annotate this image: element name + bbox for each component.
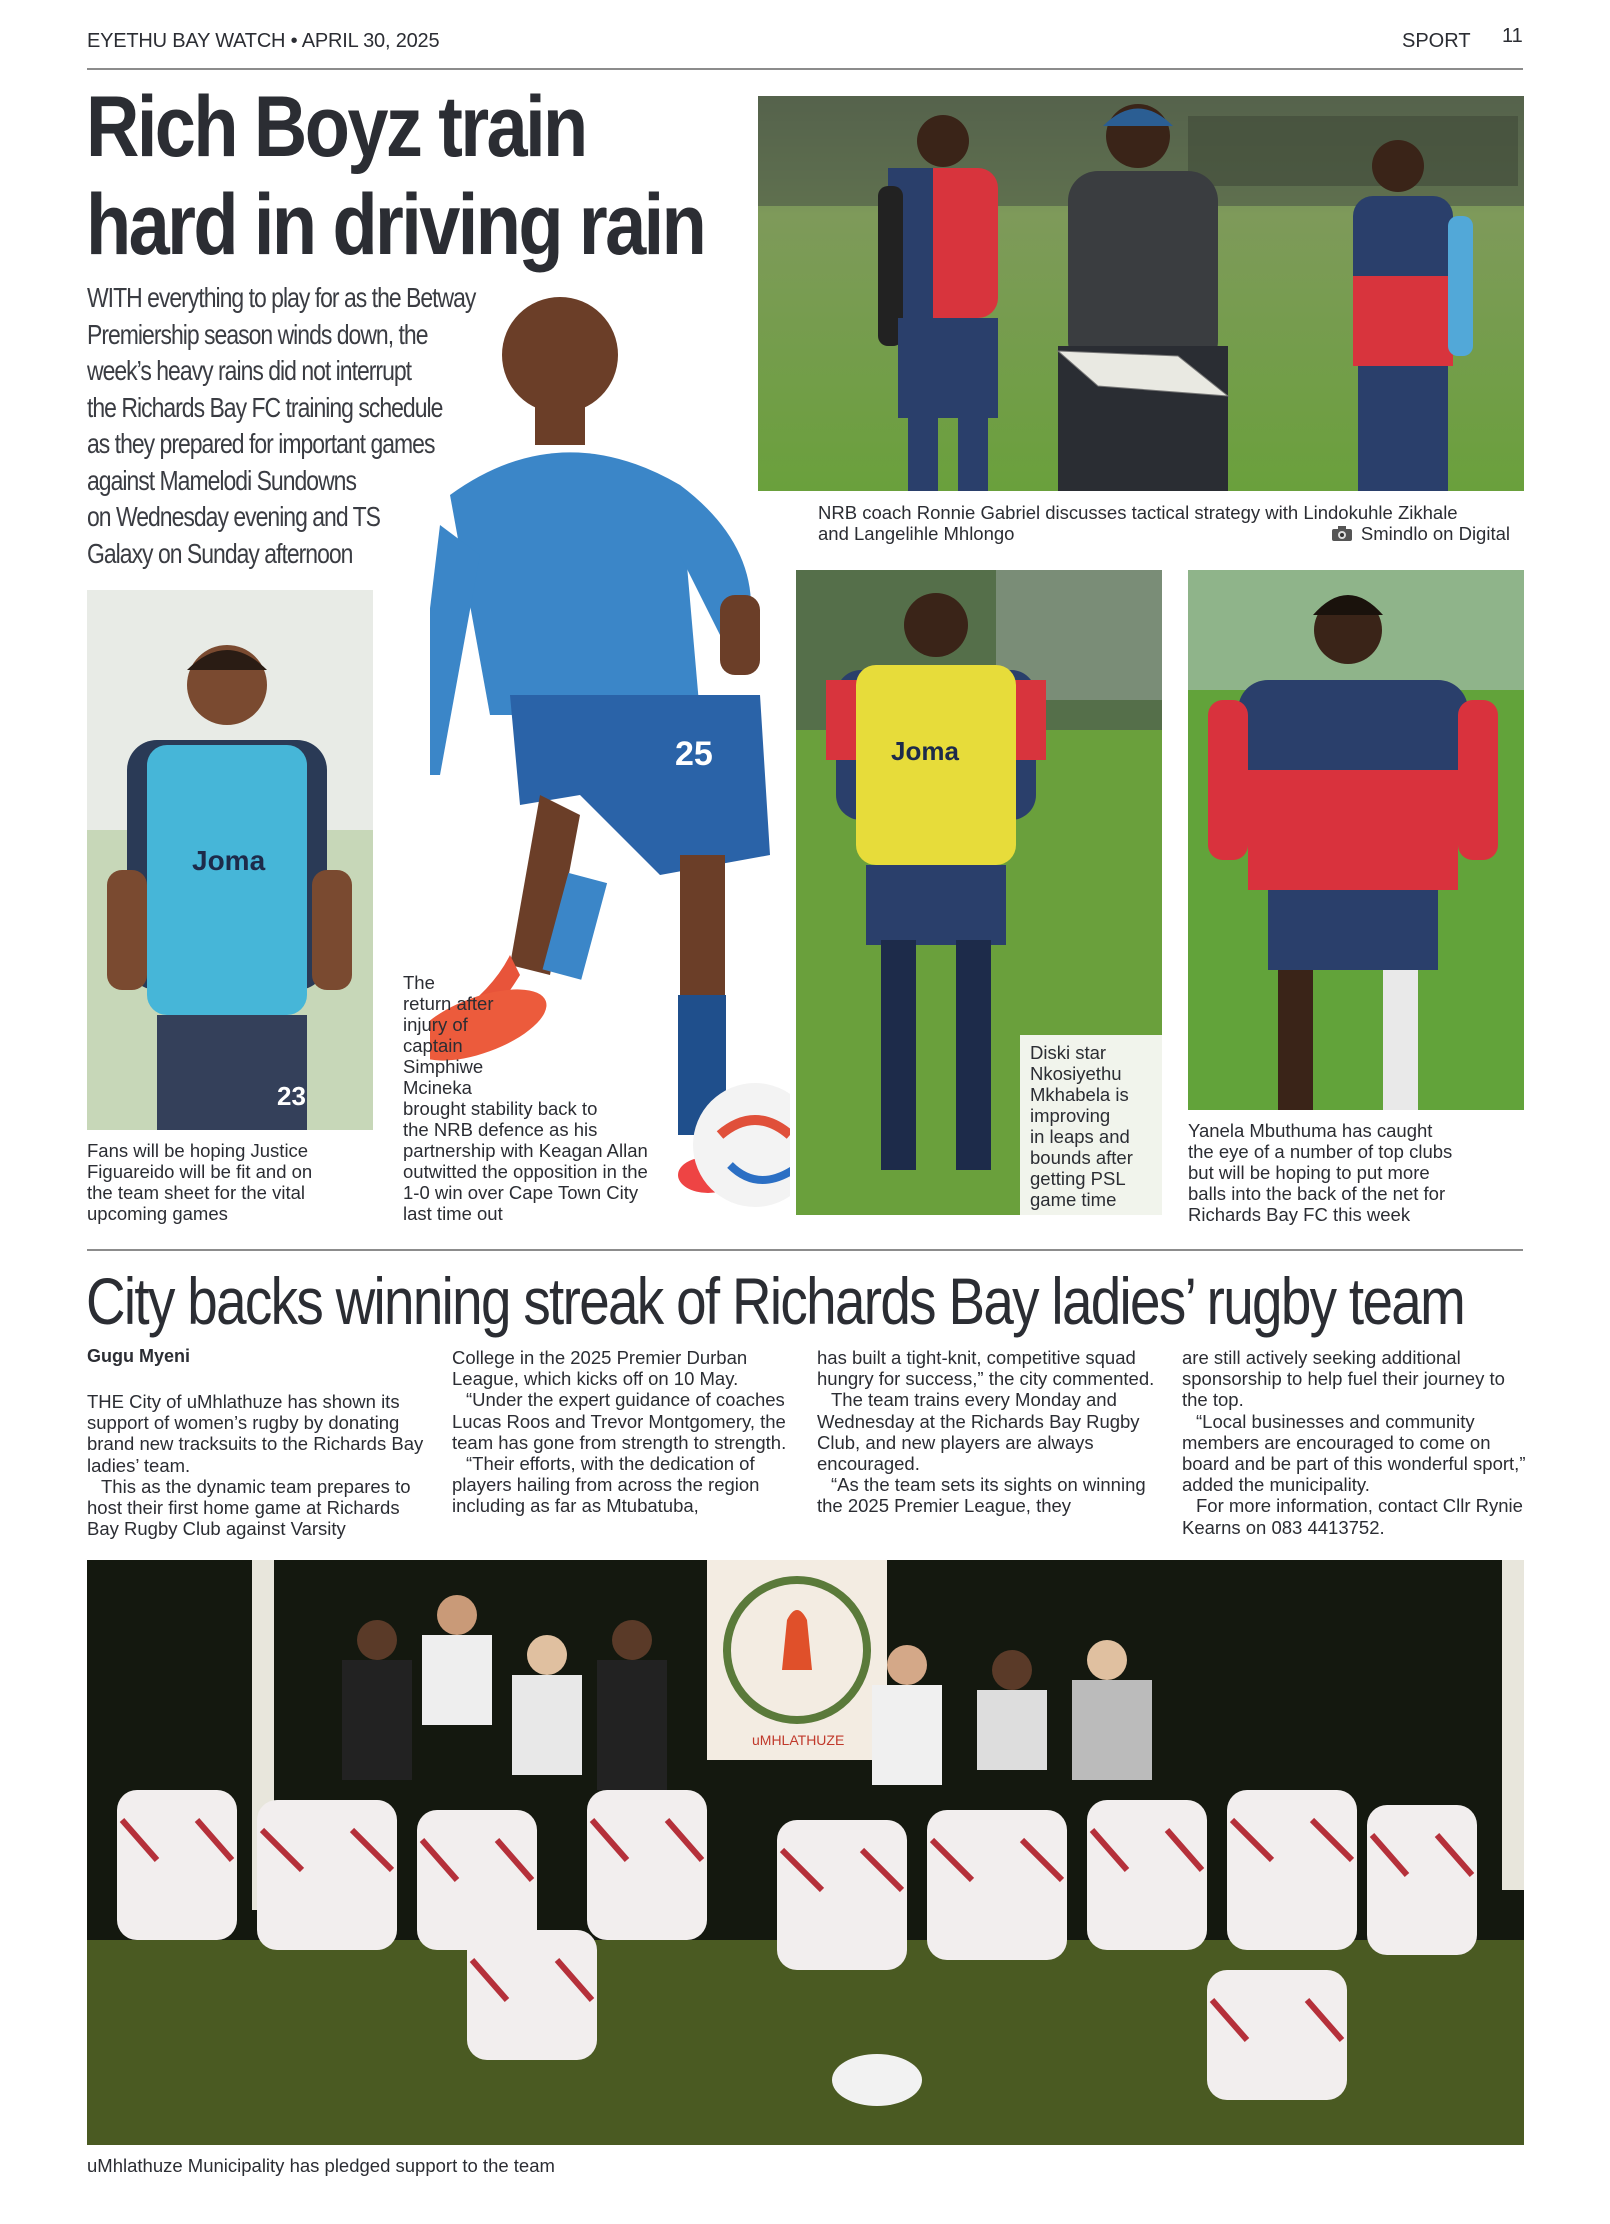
caption-figuareido: [87, 1140, 387, 1224]
paragraph: This as the dynamic team prepares to host their first home game at Richards Bay Rugby Club against Varsity: [87, 1475, 411, 1540]
caption-line: bounds after: [1030, 1147, 1133, 1168]
caption-line: Yanela Mbuthuma has caught: [1188, 1120, 1433, 1141]
svg-text:23: 23: [277, 1081, 306, 1111]
caption-line: 1-0 win over Cape Town City: [403, 1182, 639, 1203]
caption-line: Diski star: [1030, 1042, 1107, 1063]
standfirst-line: as they prepared for important games: [87, 428, 435, 459]
caption-line: partnership with Keagan Allan: [403, 1140, 648, 1161]
svg-text:Joma: Joma: [891, 736, 959, 766]
caption-line: upcoming games: [87, 1203, 228, 1224]
caption-line: Fans will be hoping Justice: [87, 1140, 309, 1161]
caption-coach: [818, 502, 1518, 544]
caption-line: Figuareido will be fit and on: [87, 1161, 313, 1182]
headline-rugby: City backs winning streak of Richards Bay ladies’ rugby team: [86, 1264, 1465, 1338]
article-column-2: [452, 1347, 797, 1517]
caption-mkhabela: [1030, 1042, 1170, 1210]
caption-line: balls into the back of the net for: [1188, 1183, 1446, 1204]
headline-line-1: Rich Boyz train: [86, 79, 586, 175]
photo-credit-text: Smindlo on Digital: [1360, 523, 1510, 544]
caption-line: improving: [1030, 1105, 1111, 1126]
paragraph: “Their efforts, with the dedication of players hailing from across the region including as far as Mtubatuba,: [452, 1453, 760, 1517]
caption-line: injury of: [403, 1014, 468, 1035]
caption-line: game time: [1030, 1189, 1117, 1210]
paragraph: College in the 2025 Premier Durban League, which kicks off on 10 May.: [452, 1347, 748, 1390]
photo-rugby-team: [87, 1560, 1524, 2145]
caption-line: and Langelihle Mhlongo: [818, 523, 1015, 544]
paragraph: “Local businesses and community members are encouraged to come on board and be part of this wonderful sport,” added the municipality.: [1182, 1410, 1526, 1496]
section-label: SPORT: [1402, 30, 1471, 52]
article-column-3: [817, 1347, 1162, 1517]
caption-line: Nkosiyethu: [1030, 1063, 1122, 1084]
page-number: 11: [1502, 25, 1523, 47]
byline: Gugu Myeni: [87, 1346, 190, 1366]
caption-mcineka: [403, 972, 703, 1224]
photo-figuareido: [87, 590, 373, 1130]
caption-line: the NRB defence as his: [403, 1119, 598, 1140]
caption-line: in leaps and: [1030, 1126, 1130, 1147]
standfirst-line: on Wednesday evening and TS: [87, 501, 380, 532]
caption-line: NRB coach Ronnie Gabriel discusses tactical strategy with Lindokuhle Zikhale: [818, 502, 1458, 523]
caption-line: Mkhabela is: [1030, 1084, 1129, 1105]
paragraph: THE City of uMhlathuze has shown its support of women’s rugby by donating brand new tracksuits to the Richards Bay ladies’ team.: [87, 1391, 424, 1476]
caption-line: Richards Bay FC this week: [1188, 1204, 1411, 1225]
photo-coach-tactics: [758, 96, 1524, 491]
header-divider: [87, 68, 1523, 70]
headline-rich-boyz: [86, 78, 705, 274]
standfirst-line: against Mamelodi Sundowns: [87, 464, 356, 496]
standfirst-line: week’s heavy rains did not interrupt: [87, 355, 412, 386]
svg-text:25: 25: [675, 735, 713, 773]
caption-line: return after: [403, 993, 494, 1014]
photo-mbuthuma: [1188, 570, 1524, 1110]
svg-text:Joma: Joma: [192, 845, 266, 876]
article-column-1: [87, 1391, 432, 1539]
paragraph: The team trains every Monday and Wednesday at the Richards Bay Rugby Club, and new players are always encouraged.: [817, 1389, 1140, 1475]
caption-rugby-team: uMhlathuze Municipality has pledged support to the team: [87, 2155, 555, 2176]
caption-line: Simphiwe: [403, 1056, 484, 1077]
headline-line-2: hard in driving rain: [86, 177, 705, 273]
standfirst-line: Premiership season winds down, the: [87, 318, 428, 350]
paragraph: For more information, contact Cllr Rynie Kearns on 083 4413752.: [1182, 1495, 1523, 1538]
paragraph: has built a tight-knit, competitive squad hungry for success,” the city commented.: [817, 1347, 1155, 1390]
caption-line: brought stability back to: [403, 1098, 598, 1119]
caption-line: the eye of a number of top clubs: [1188, 1141, 1453, 1162]
caption-line: but will be hoping to put more: [1188, 1162, 1430, 1183]
paragraph: “As the team sets its sights on winning the 2025 Premier League, they: [817, 1474, 1146, 1517]
standfirst-line: Galaxy on Sunday afternoon: [87, 537, 353, 569]
caption-line: the team sheet for the vital: [87, 1182, 306, 1203]
masthead: EYETHU BAY WATCH • APRIL 30, 2025: [87, 30, 440, 52]
story-divider: [87, 1249, 1523, 1251]
caption-line: getting PSL: [1030, 1168, 1126, 1189]
camera-icon: [1331, 526, 1353, 542]
caption-mbuthuma: [1188, 1120, 1524, 1225]
standfirst-line: WITH everything to play for as the Betway: [87, 282, 476, 313]
paragraph: are still actively seeking additional sponsorship to help fuel their journey to the top.: [1182, 1347, 1505, 1411]
caption-line: The: [403, 972, 435, 993]
caption-line: captain: [403, 1035, 463, 1056]
standfirst-line: the Richards Bay FC training schedule: [87, 391, 443, 423]
photo-credit: [1331, 523, 1510, 544]
paragraph: “Under the expert guidance of coaches Lucas Roos and Trevor Montgomery, the team has gone from strength to strength.: [452, 1389, 787, 1453]
article-column-4: [1182, 1347, 1527, 1538]
caption-line: Mcineka: [403, 1077, 472, 1098]
caption-line: outwitted the opposition in the: [403, 1161, 648, 1182]
caption-line: last time out: [403, 1203, 503, 1224]
svg-text:uMHLATHUZE: uMHLATHUZE: [752, 1732, 845, 1748]
